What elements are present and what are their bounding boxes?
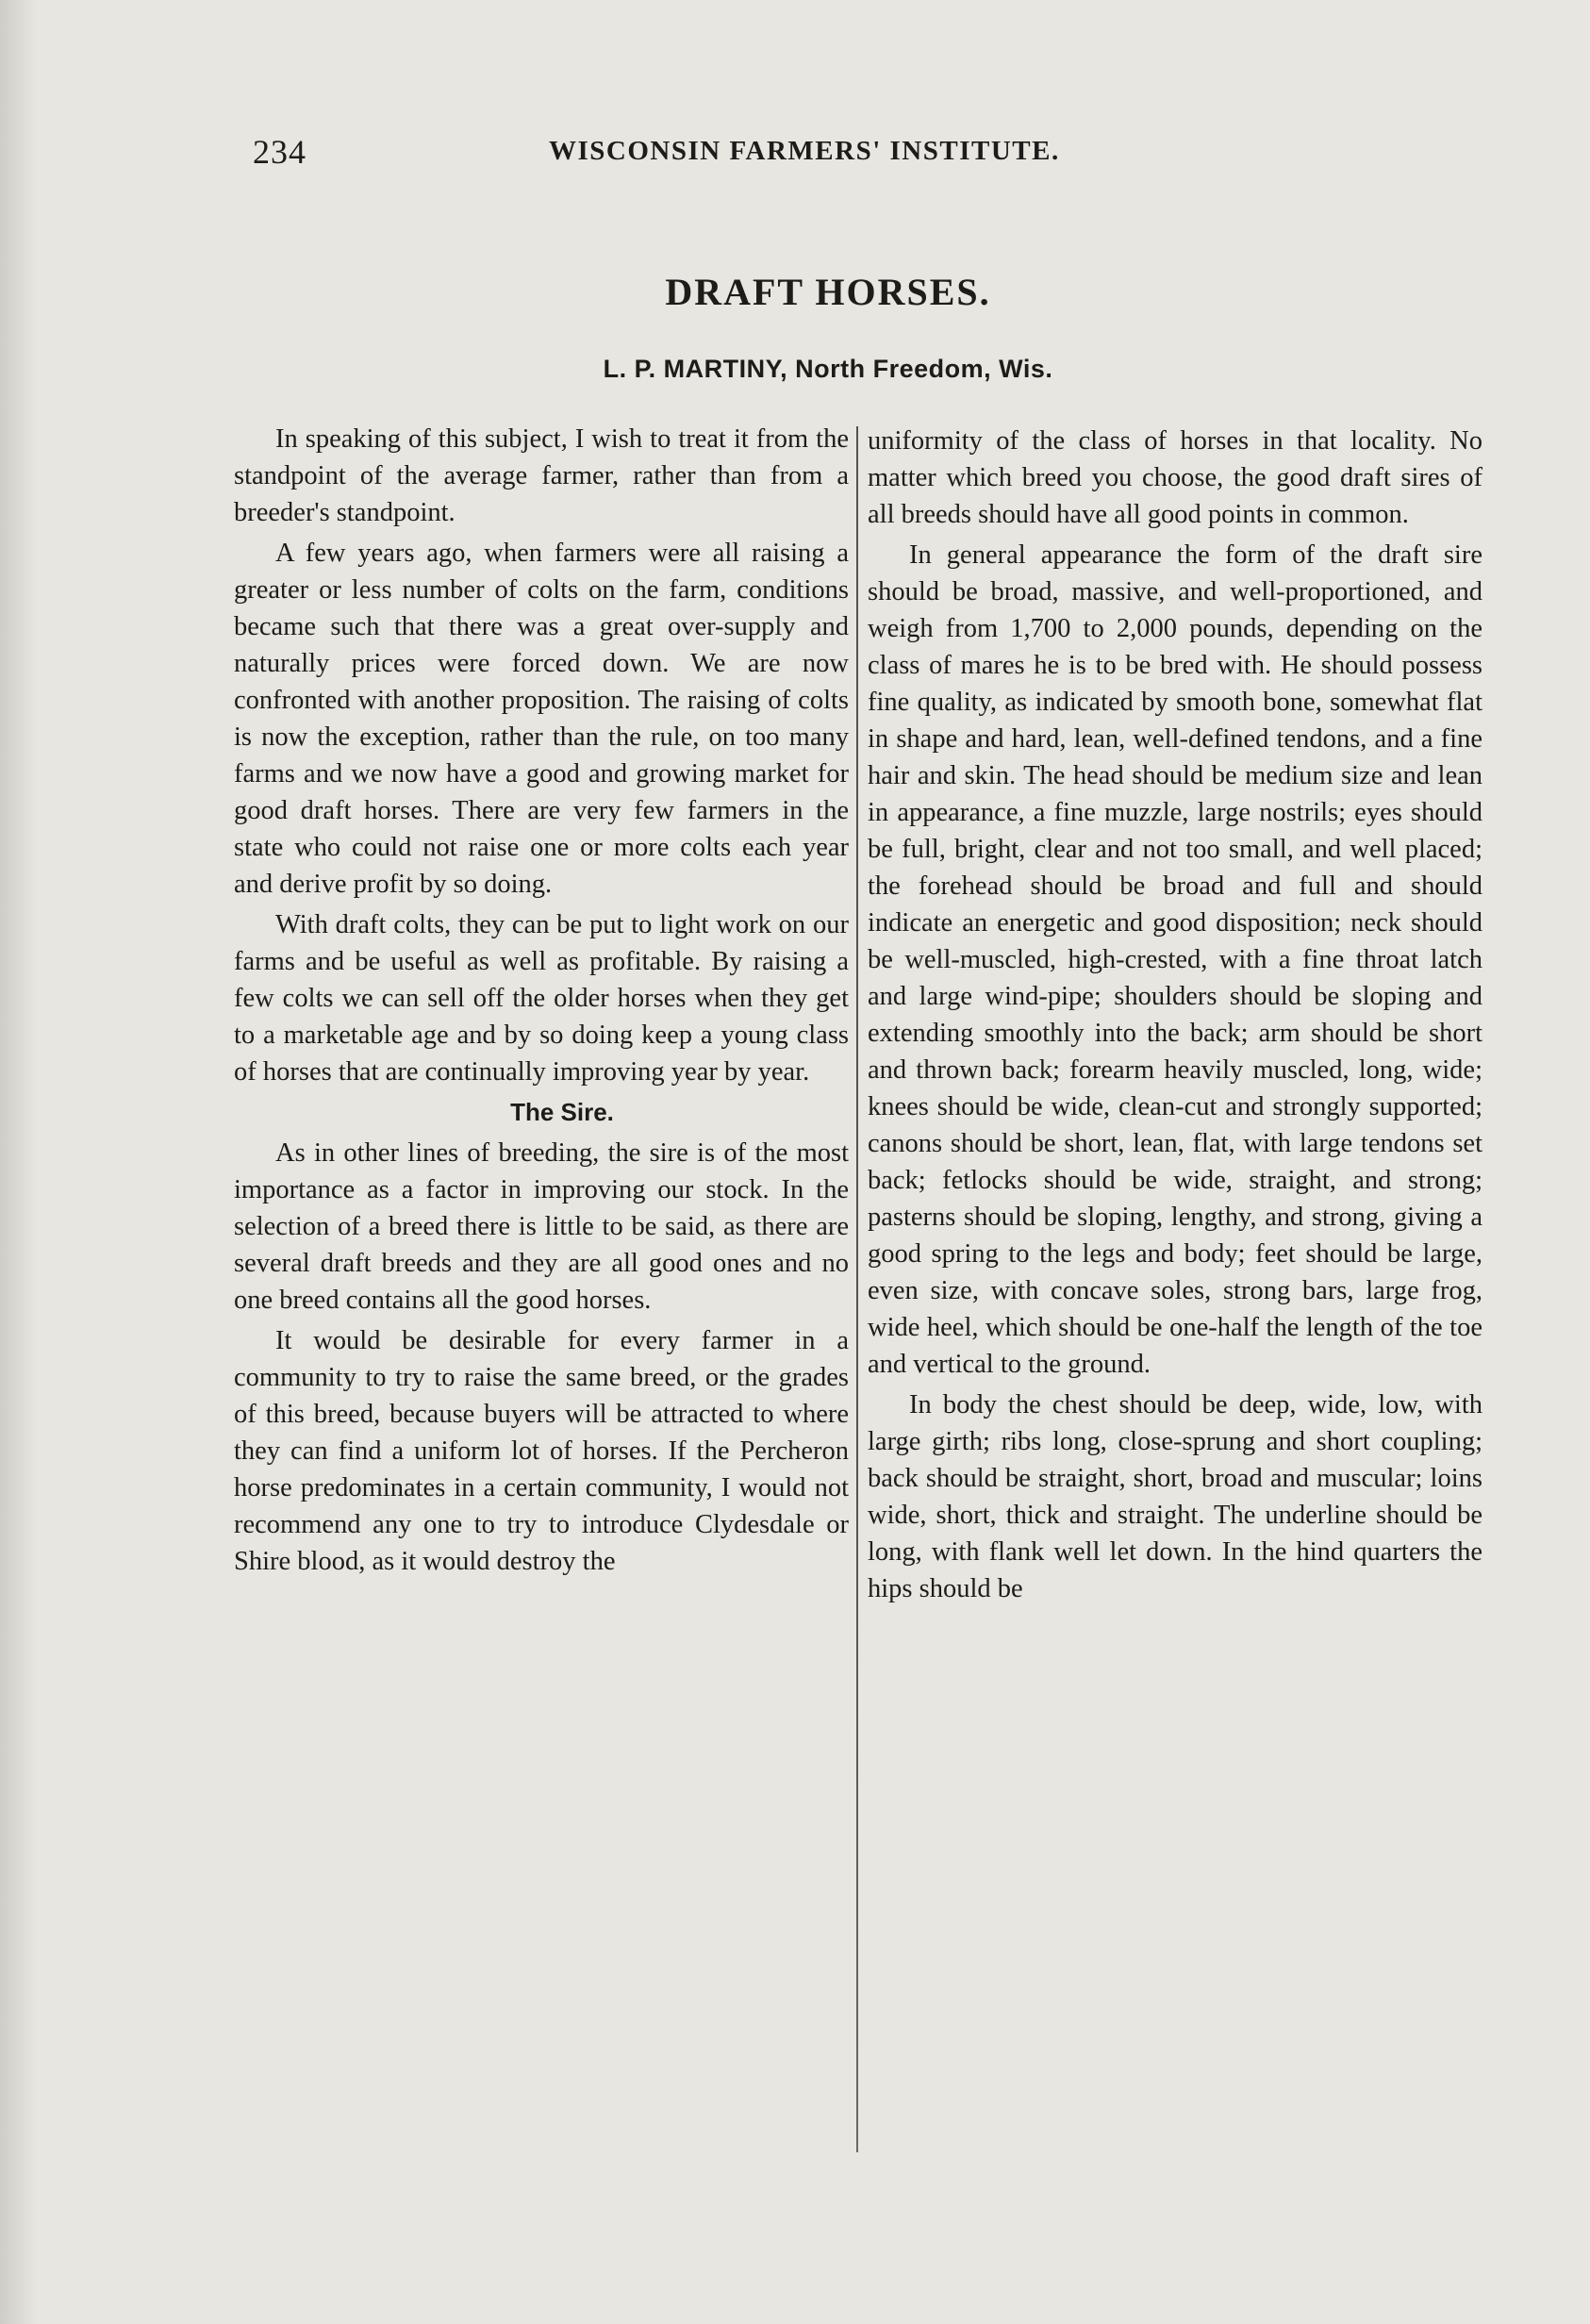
gutter-shadow bbox=[0, 0, 38, 2324]
paragraph: In speaking of this subject, I wish to treat it from the standpoint of the average farmer, rather than from a breeder's standpoint. bbox=[234, 424, 849, 527]
paragraph: It would be desirable for every farmer in a community to try to raise the same breed, or the grades of this breed, because buyers will be attracted to where they can find a uniform lot of horses. If the Percheron horse predominates in a certain community, I would not recommend any one to try to introduce Clydesdale or Shire blood, as it would destroy the bbox=[234, 1326, 849, 1576]
article-byline: L. P. MARTINY, North Freedom, Wis. bbox=[603, 355, 1053, 383]
page-header bbox=[253, 132, 1196, 179]
running-head: WISCONSIN FARMERS' INSTITUTE. bbox=[549, 136, 1060, 166]
column-divider bbox=[856, 426, 858, 2152]
paragraph: With draft colts, they can be put to light work on our farms and be useful as well as profitable. By raising a few colts we can sell off the older horses when they get to a marketable age and by so doing keep a young class of horses that are continually improving year by year. bbox=[234, 910, 849, 1087]
left-column bbox=[234, 421, 849, 1580]
paragraph: In general appearance the form of the draft sire should be broad, massive, and well-proportioned, and weigh from 1,700 to 2,000 pounds, depending on the class of mares he is to be bred with. He should possess fine quality, as indicated by smooth bone, somewhat flat in shape and hard, lean, well-defined tendons, and a fine hair and skin. The head should be medium size and lean in appearance, a fine muzzle, large nostrils; eyes should be full, bright, clear and not too small, and well placed; the forehead should be broad and full and should indicate an energetic and good disposition; neck should be well-muscled, high-crested, with a fine throat latch and large wind-pipe; shoulders should be sloping and extending smoothly into the back; arm should be short and thrown back; forearm heavily muscled, long, wide; knees should be wide, clean-cut and strongly supported; canons should be short, lean, flat, with large tendons set back; fetlocks should be wide, straight, and strong; pasterns should be sloping, lengthy, and strong, giving a good spring to the legs and body; feet should be large, even size, with concave soles, strong bars, large frog, wide heel, which should be one-half the length of the toe and vertical to the ground. bbox=[868, 540, 1482, 1379]
right-column bbox=[868, 423, 1482, 1607]
article-title: DRAFT HORSES. bbox=[665, 271, 991, 313]
page-number: 234 bbox=[253, 133, 306, 171]
paragraph: As in other lines of breeding, the sire is of the most importance as a factor in improving our stock. In the selection of a breed there is little to be said, as there are several draft breeds and they are all good ones and no one breed contains all the good horses. bbox=[234, 1138, 849, 1315]
paragraph: uniformity of the class of horses in that locality. No matter which breed you choose, the good draft sires of all breeds should have all good points in common. bbox=[868, 426, 1482, 529]
paragraph: A few years ago, when farmers were all raising a greater or less number of colts on the farm, conditions became such that there was a great over-supply and naturally prices were forced down. We are now confronted with another proposition. The raising of colts is now the exception, rather than the rule, on too many farms and we now have a good and growing market for good draft horses. There are very few farmers in the state who could not raise one or more colts each year and derive profit by so doing. bbox=[234, 539, 849, 899]
section-heading: The Sire. bbox=[510, 1098, 614, 1126]
paragraph: In body the chest should be deep, wide, low, with large girth; ribs long, close-sprung and short coupling; back should be straight, short, broad and muscular; loins wide, short, thick and straight. The underline should be long, with flank well let down. In the hind quarters the hips should be bbox=[868, 1390, 1482, 1603]
